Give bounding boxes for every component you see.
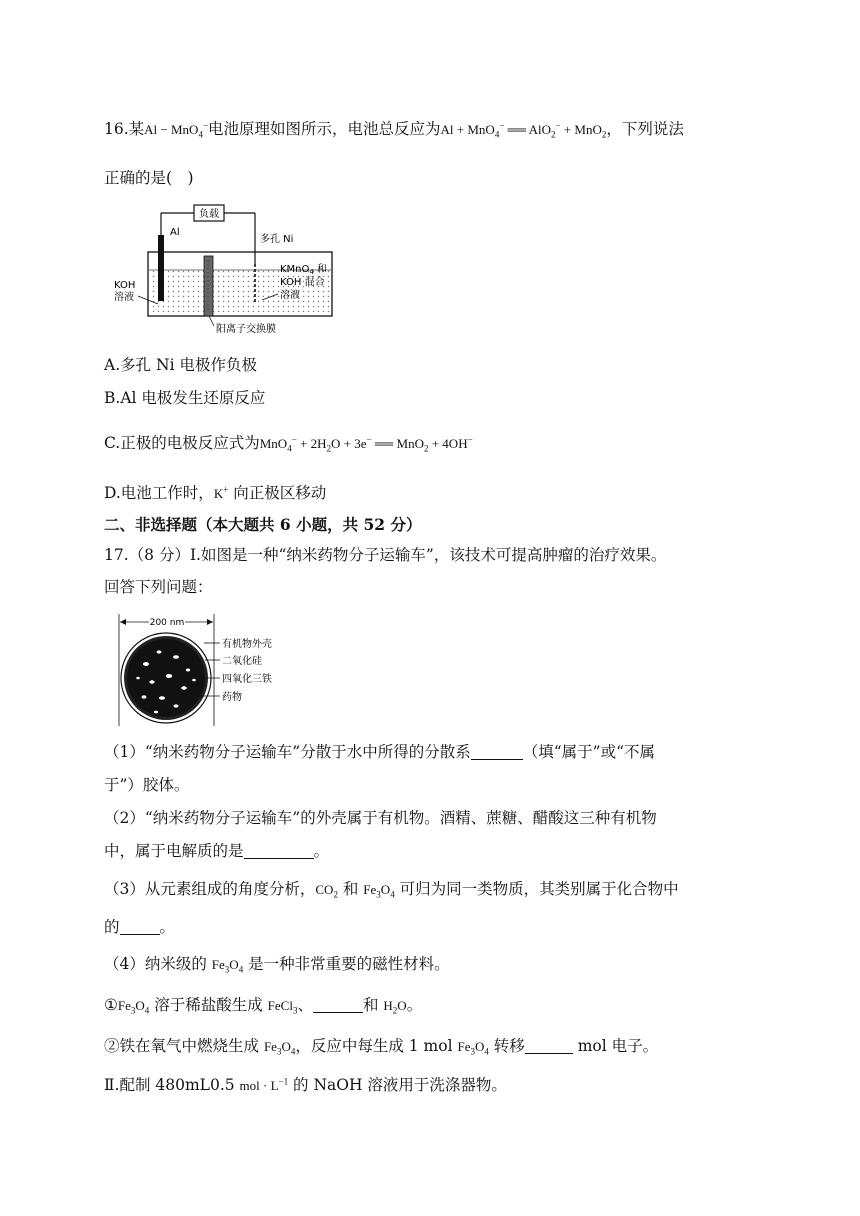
answer-blank-1[interactable] [471,743,523,760]
ni-label: 多孔 Ni [260,234,294,245]
answer-blank-5[interactable] [525,1037,573,1054]
q16-option-d[interactable]: D.电池工作时，K+ 向正极区移动 [104,484,327,502]
q17-part4-sub1: $①Fe_3O_4$ 溶于稀盐酸生成 FeCl$_3$、 和 $H_2O$。 [104,996,423,1016]
answer-blank-3[interactable] [120,918,160,935]
q17-intro: 17.（8 分）Ⅰ.如图是一种“纳米药物分子运输车”，该技术可提高肿瘤的治疗效果。 [104,546,667,564]
size-label: 200 nm [149,618,185,628]
q17-part3-line1: （3）从元素组成的角度分析，$CO_2$ 和 $Fe_3O_4$ 可归为同一类物质，其类别属于化合物中 [104,880,679,900]
equals-sign-icon: ══ [374,436,394,451]
q17-part3-line2: 的 。 [104,918,176,936]
load-label: 负载 [199,209,219,220]
nano-carrier-diagram [114,612,300,730]
label-organic-shell: 有机物外壳 [222,639,272,650]
q17-part2-intro: Ⅱ.配制 480mL0.5 mol · $L^{-1}$ 的 NaOH 溶液用于洗涤器物。 [104,1076,507,1094]
q17-part1-line1: （1）“纳米药物分子运输车”分散于水中所得的分散系 （填“属于”或“不属 [104,743,655,761]
q16-stem-line1: 16.某Al − MnO$_4$−电池原理如图所示，电池总反应为Al + MnO$_4$− ══ AlO$_2$− + MnO$_2$，下列说法 [104,120,684,140]
membrane-label: 阳离子交换膜 [216,324,276,335]
kmno4-label: KMnO$_4$ 和 [280,264,328,276]
mix-soln-label: 溶液 [280,290,300,301]
koh-label: KOH [114,280,136,291]
q16-option-b[interactable]: B.Al 电极发生还原反应 [104,389,266,407]
cation-exchange-membrane [204,256,213,316]
q16-option-a[interactable]: A.多孔 Ni 电极作负极 [104,356,257,374]
q17-part2-line1: （2）“纳米药物分子运输车”的外壳属于有机物。酒精、蔗糖、醋酸这三种有机物 [104,809,657,827]
koh-mix-label: KOH 混合 [280,277,325,288]
answer-blank-4[interactable] [313,996,363,1013]
section-heading: 二、非选择题（本大题共 6 小题，共 52 分） [104,515,422,534]
koh-soln-label: 溶液 [114,292,134,303]
q17-part1-line2: 于”）胶体。 [104,776,190,794]
q16-option-c[interactable]: C.正极的电极反应式为$MnO_4^- + 2H_2O + 3e^-$ ══ MnO$_2$ + 4OH− [104,434,473,454]
q17-intro-2: 回答下列问题： [104,578,213,596]
label-silica: 二氧化硅 [222,656,262,667]
al-electrode [158,235,164,301]
q17-part2-line2: 中，属于电解质的是 。 [104,842,330,860]
label-fe3o4: 四氧化三铁 [222,674,272,685]
battery-diagram [112,200,352,342]
q17-part4: （4）纳米级的 $Fe_3O_4$ 是一种非常重要的磁性材料。 [104,955,450,975]
label-drug: 药物 [222,692,242,703]
q17-part4-sub2: ②铁在氧气中燃烧生成 $Fe_3O_4$，反应中每生成 1 mol $Fe_3O_4$ 转移 mol 电子。 [104,1037,659,1057]
answer-blank-2[interactable] [244,842,314,859]
q16-stem-line2: 正确的是( ) [104,169,194,187]
equals-sign-icon: ══ [507,122,527,137]
al-label: Al [170,227,180,238]
